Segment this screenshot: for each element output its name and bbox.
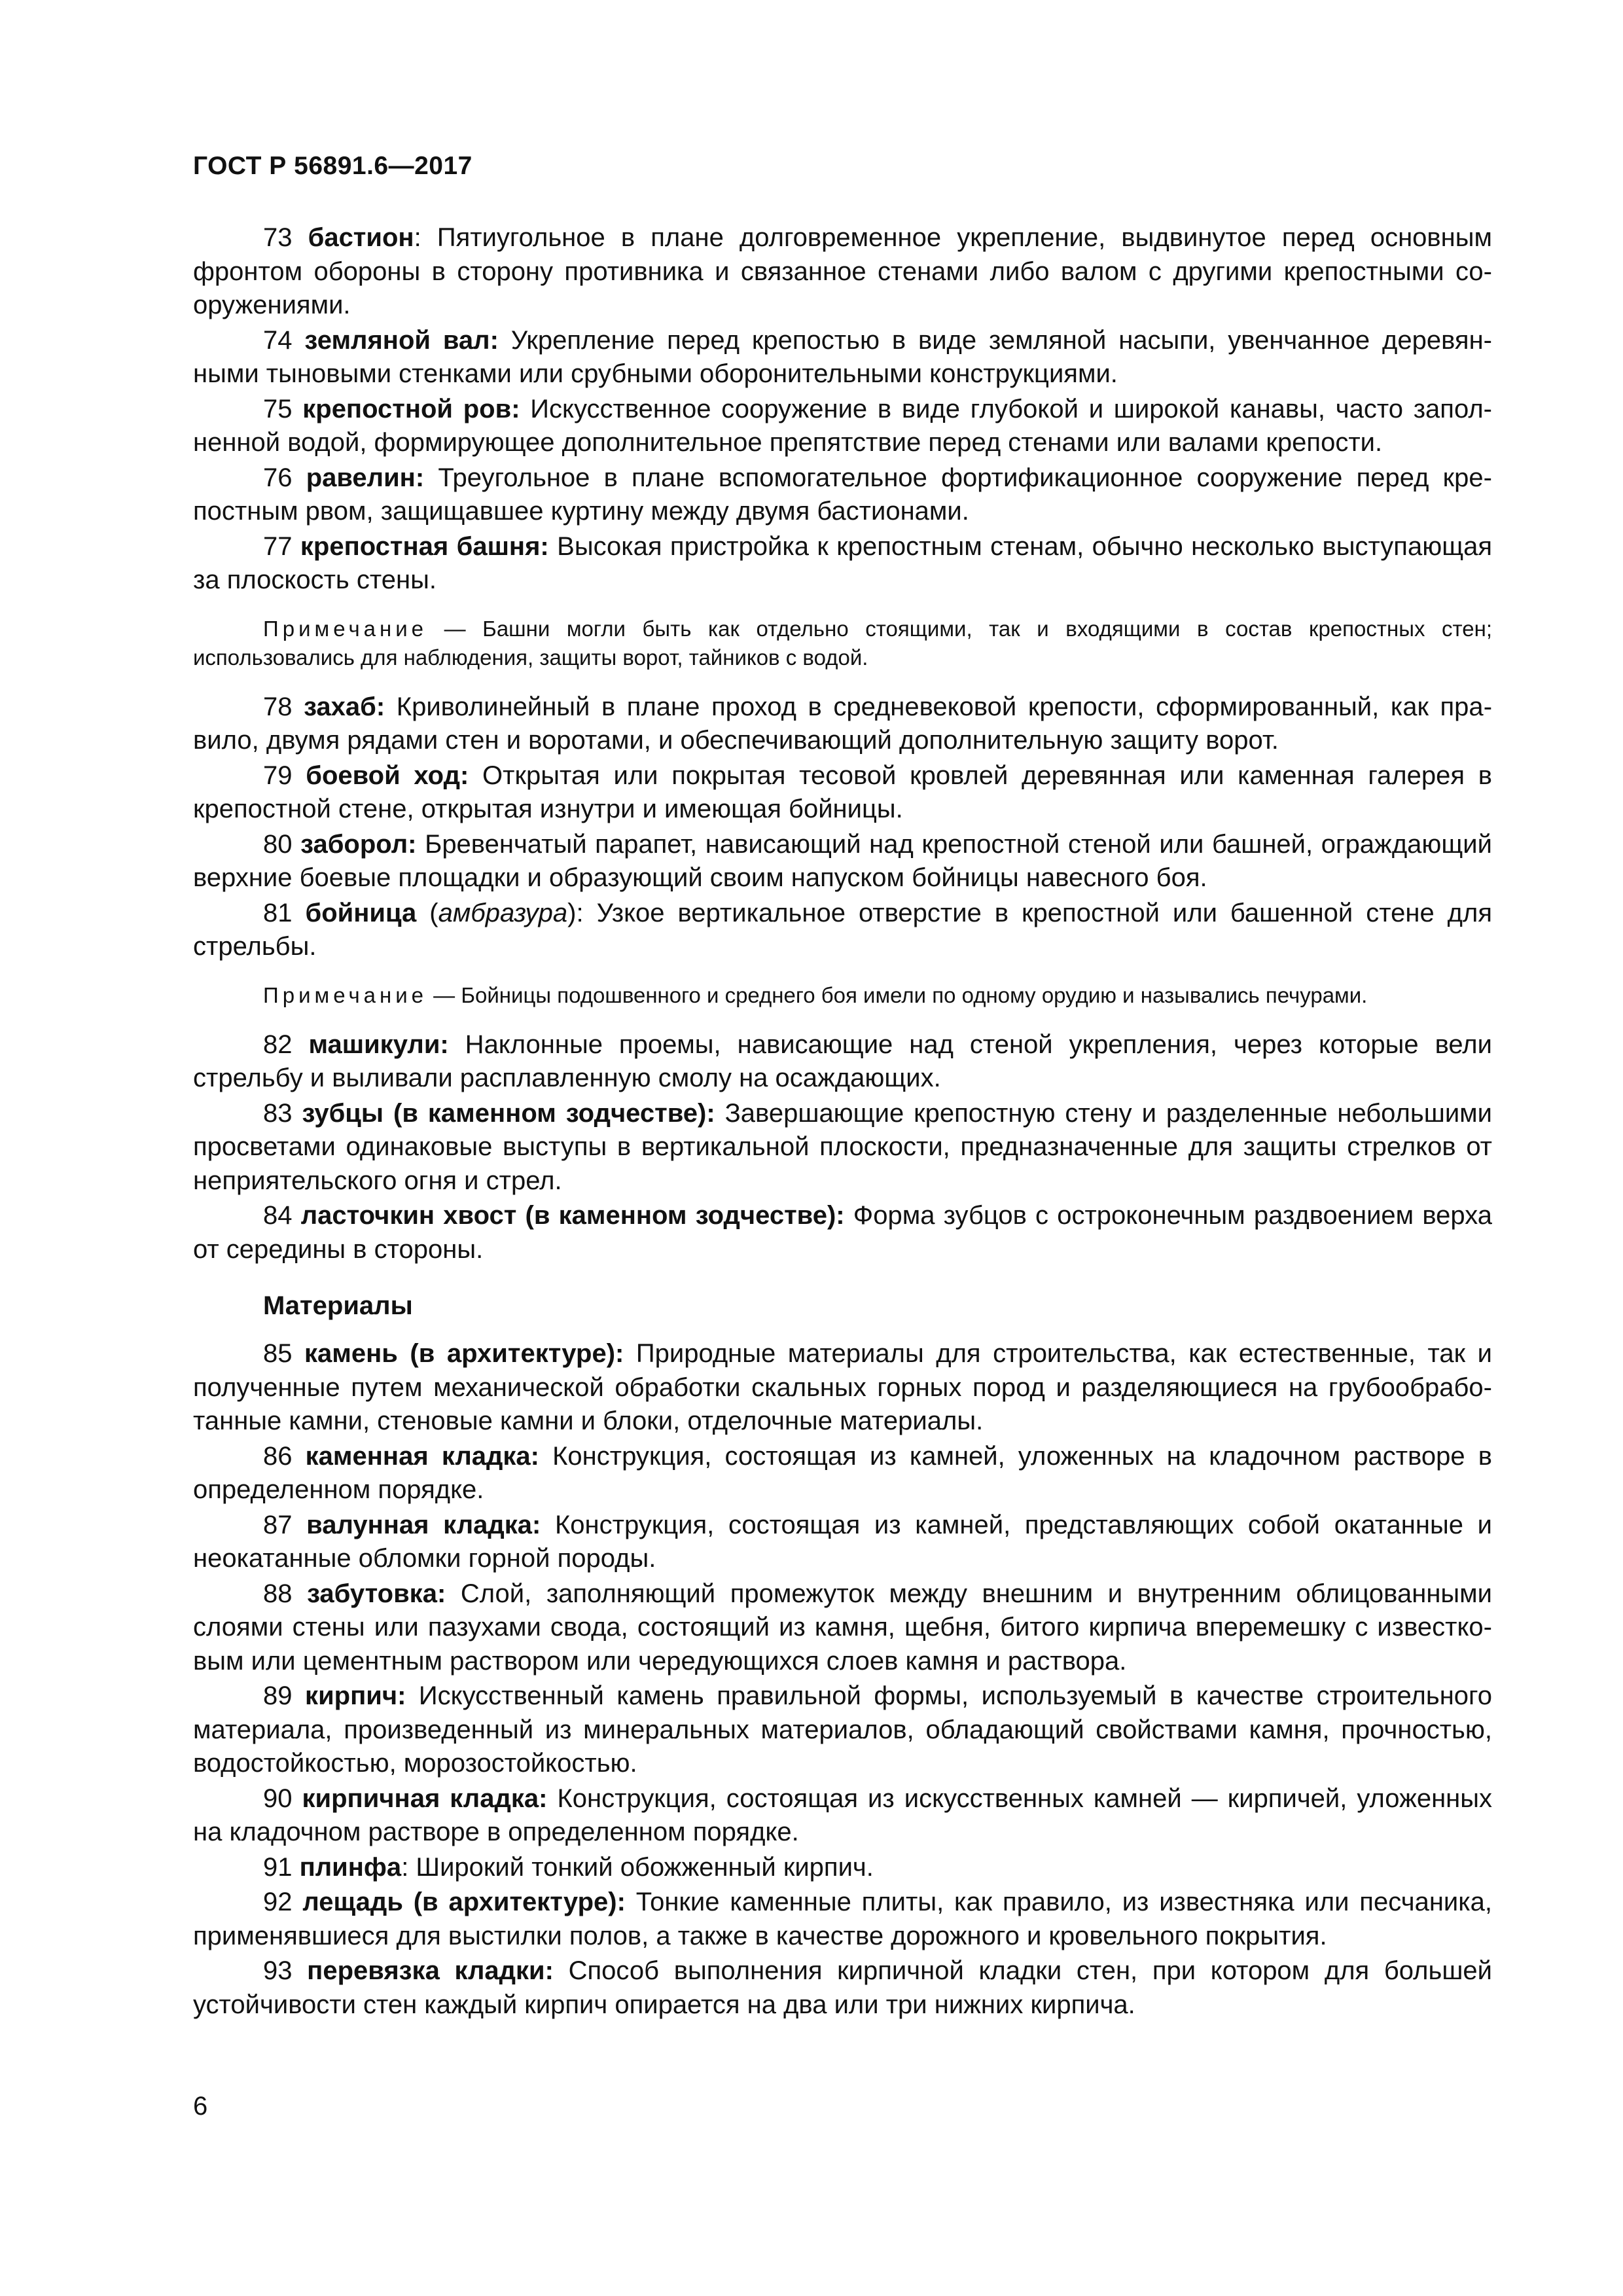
entry-definition: Форма зубцов с остроконечным раздвоением верха от середины в стороны. <box>193 1201 1493 1264</box>
term-entry <box>193 393 1492 460</box>
entry-definition: Искусственное сооружение в виде глубокой и широкой канавы, часто заполненной водой, формирующее дополнительное препятствие перед стенами или валами крепости. <box>193 394 1492 457</box>
entries-group-c <box>193 1028 1492 1267</box>
entry-definition: Тонкие каменные плиты, как правило, из известняка или песчаника, применявшиеся для выстилки полов, а также в качестве дорожного и кровельного покрытия. <box>193 1888 1492 1950</box>
entry-term: кирпич: <box>305 1681 406 1710</box>
entry-number: 86 <box>263 1441 306 1471</box>
term-entry: 81 бойница (амбразура): Узкое вертикальное отверстие в крепостной или башенной стене для стрельбы. <box>193 898 1493 961</box>
term-entry <box>193 1509 1492 1576</box>
entry-definition: Завершающие крепостную стену и разделенные небольшими просветами одинаковые выступы в вертикальной плоскости, предназначенные для защиты стрелков от неприятельского огня и стрел. <box>193 1098 1493 1195</box>
term-entry <box>193 1954 1492 2022</box>
entry-number: 89 <box>263 1681 306 1710</box>
note-1 <box>193 615 1492 672</box>
note-label: Примечание <box>263 616 428 641</box>
entry-term: крепостной ров: <box>302 394 520 423</box>
entry-term: земляной вал: <box>304 325 499 355</box>
entry-term: равелин: <box>306 463 425 492</box>
entry-definition: Способ выполнения кирпичной кладки стен, при котором для большей устойчивости стен каждый кирпич опирается на два или три нижних кирпича. <box>193 1956 1492 2019</box>
entry-number: 80 <box>263 829 301 859</box>
entry-term: заборол: <box>300 829 417 859</box>
entry-term: валунная кладка: <box>306 1510 541 1539</box>
entry-term: каменная кладка: <box>305 1441 539 1471</box>
entry-term-alt: амбразура <box>438 898 568 927</box>
entry-definition: Конструкция, состоящая из камней, уложенных на кладочном растворе в определенном порядке. <box>193 1441 1493 1504</box>
entry-number: 82 <box>263 1030 309 1059</box>
term-entry <box>193 1577 1492 1679</box>
entry-number: 93 <box>263 1956 308 1985</box>
entry-definition: Открытая или покрытая тесовой кровлей деревянная или каменная галерея в крепостной стене, открытая изнутри и имеющая бойницы. <box>193 761 1493 823</box>
entry-number: 79 <box>263 761 306 790</box>
note-2 <box>193 981 1492 1010</box>
entry-term: машикули: <box>308 1030 449 1059</box>
term-entry <box>193 691 1492 758</box>
page-header: ГОСТ Р 56891.6—2017 <box>193 152 473 180</box>
entry-definition: Конструкция, состоящая из искусственных камней — кирпичей, уложенных на кладочном растворе в определенном порядке. <box>193 1784 1493 1846</box>
entry-term: крепостная башня: <box>300 531 549 561</box>
entry-number: 85 <box>263 1339 305 1368</box>
entry-number: 81 <box>263 898 306 927</box>
entry-definition: : Узкое вертикальное отверстие в крепостной или башенной стене для стрельбы. <box>193 898 1493 961</box>
entry-definition: Пятиугольное в плане долговременное укрепление, выдвинутое перед основным фронтом обороны в сторону противника и связанное стенами либо валом с другими крепостными сооружениями. <box>193 223 1492 319</box>
term-entry <box>193 1679 1492 1781</box>
entry-number: 87 <box>263 1510 307 1539</box>
note-text: — Башни могли быть как отдельно стоящими, так и входящими в состав крепостных стен; использовались для наблюдения, защиты ворот, тайников с водой. <box>193 616 1492 670</box>
entry-term: плинфа <box>299 1852 402 1882</box>
term-entry <box>193 324 1492 391</box>
entry-term: забутовка: <box>307 1579 446 1608</box>
entry-term: захаб: <box>304 692 385 721</box>
entry-number: 90 <box>263 1784 302 1813</box>
term-entry <box>193 1440 1492 1507</box>
entry-definition: Наклонные проемы, нависающие над стеной укрепления, через которые вели стрельбу и выливали расплавленную смолу на осаждающих. <box>193 1030 1492 1092</box>
entry-term: боевой ход: <box>306 761 469 790</box>
entry-number: 91 <box>263 1852 300 1882</box>
note-label: Примечание <box>263 982 428 1007</box>
entry-number: 75 <box>263 394 303 423</box>
section-title: Материалы <box>263 1291 413 1320</box>
entry-number: 76 <box>263 463 306 492</box>
entry-definition: Конструкция, состоящая из камней, представляющих собой окатанные и неокатанные обломки горной породы. <box>193 1510 1492 1573</box>
entry-term: бастион <box>308 223 414 252</box>
term-entry <box>193 828 1492 895</box>
term-entry <box>193 461 1492 529</box>
entry-number: 92 <box>263 1888 303 1916</box>
content-body <box>193 221 1492 2023</box>
entry-separator: : <box>401 1852 409 1882</box>
entry-number: 78 <box>263 692 304 721</box>
term-entry <box>193 1337 1492 1439</box>
entries-group-a <box>193 221 1492 598</box>
entry-definition: Криволинейный в плане проход в средневековой крепости, сформированный, как правило, двумя рядами стен и воротами, и обеспечивающий дополнительную защиту ворот. <box>193 692 1493 755</box>
entry-term: лещадь (в архитектуре): <box>302 1888 626 1916</box>
entry-definition: Природные материалы для строительства, как естественные, так и полученные путем механической обработки скальных горных пород и разделяющиеся на грубообработанные камни, стеновые камни и блоки, отделочные материалы. <box>193 1339 1492 1435</box>
entry-term: зубцы (в каменном зодчестве): <box>302 1098 715 1128</box>
term-entry <box>193 530 1492 598</box>
term-entry <box>193 221 1492 323</box>
entry-term: бойница <box>305 898 417 927</box>
entry-number: 88 <box>263 1579 308 1608</box>
entry-number: 83 <box>263 1098 302 1128</box>
term-entry <box>193 1097 1492 1198</box>
term-entry <box>193 759 1492 827</box>
entry-definition: Треугольное в плане вспомогательное фортификационное сооружение перед крепостным рвом, защищавшее куртину между двумя бастионами. <box>193 463 1492 526</box>
note-text: — Бойницы подошвенного и среднего боя имели по одному орудию и назывались печурами. <box>427 982 1368 1007</box>
entry-definition: Укрепление перед крепостью в виде земляной насыпи, увенчанное деревянными тыновыми стенками или срубными оборонительными конструкциями. <box>193 325 1492 388</box>
page-number: 6 <box>193 2092 208 2121</box>
entry-number: 84 <box>263 1201 301 1230</box>
entry-separator: : <box>414 223 421 252</box>
term-entry <box>193 1199 1492 1266</box>
entry-number: 73 <box>263 223 308 252</box>
term-entry <box>193 1886 1492 1953</box>
entry-definition: Бревенчатый парапет, нависающий над крепостной стеной или башней, ограждающий верхние боевые площадки и образующий своим напуском бойницы навесного боя. <box>193 829 1492 892</box>
entry-definition: Слой, заполняющий промежуток между внешним и внутренним облицованными слоями стены или пазухами свода, состоящий из камня, щебня, битого кирпича вперемешку с известковым или цементным раствором или чередующихся слоев камня и раствора. <box>193 1579 1492 1676</box>
entry-definition: Искусственный камень правильной формы, используемый в качестве строительного материала, произведенный из минеральных материалов, обладающий свойствами камня, прочностью, водостойкостью, морозостойкостью. <box>193 1681 1493 1778</box>
term-entry <box>193 1851 1492 1885</box>
entry-number: 74 <box>263 325 305 355</box>
term-entry <box>193 1782 1492 1850</box>
entry-term: перевязка кладки: <box>307 1956 554 1985</box>
entry-term: ласточкин хвост (в каменном зодчестве): <box>300 1201 845 1230</box>
entries-group-d <box>193 1337 1492 2022</box>
term-entry <box>193 1028 1492 1096</box>
entry-definition: Высокая пристройка к крепостным стенам, обычно несколько выступающая за плоскость стены. <box>193 531 1493 594</box>
entry-number: 77 <box>263 531 300 561</box>
entries-group-b <box>193 691 1492 964</box>
entry-term: кирпичная кладка: <box>302 1784 548 1813</box>
entry-definition: Широкий тонкий обожженный кирпич. <box>408 1852 874 1882</box>
entry-term: камень (в архитектуре): <box>304 1339 624 1368</box>
